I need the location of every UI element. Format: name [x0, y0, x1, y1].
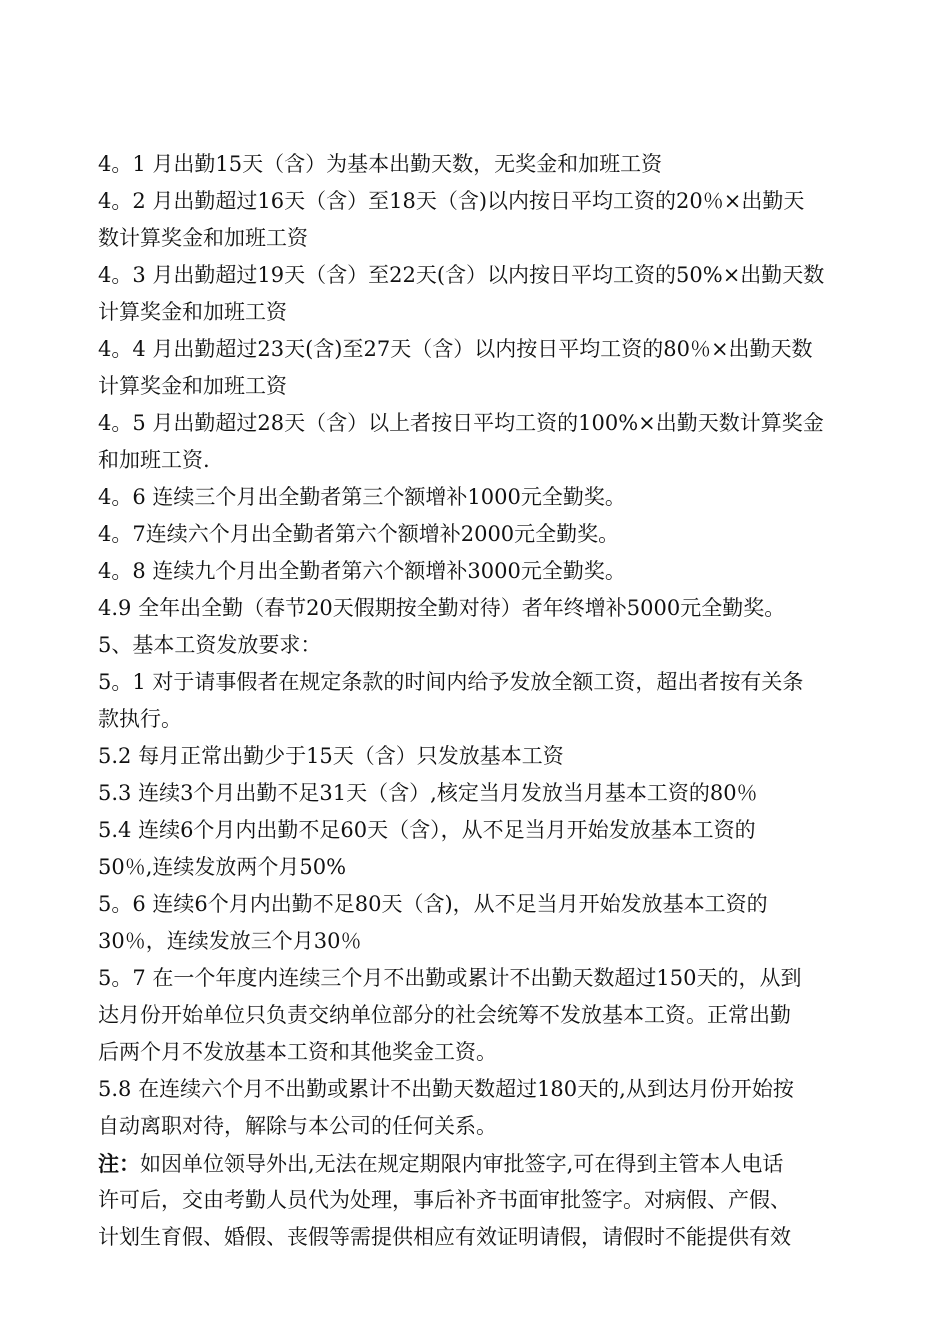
text-line: 4。7连续六个月出全勤者第六个额增补2000元全勤奖。	[98, 522, 620, 546]
text-line: 后两个月不发放基本工资和其他奖金工资。	[98, 1040, 497, 1064]
text-line: 计算奖金和加班工资	[98, 374, 287, 398]
text-line: 4。1 月出勤15天（含）为基本出勤天数，无奖金和加班工资	[98, 152, 663, 176]
text-line: 5。1 对于请事假者在规定条款的时间内给予发放全额工资，超出者按有关条	[98, 670, 804, 694]
note-line: 许可后，交由考勤人员代为处理，事后补齐书面审批签字。对病假、产假、	[98, 1188, 791, 1212]
text-line: 和加班工资.	[98, 448, 210, 472]
note-label: 注：	[98, 1151, 140, 1176]
text-line: 30％，连续发放三个月30％	[98, 929, 362, 953]
note-text: 如因单位领导外出,无法在规定期限内审批签字,可在得到主管本人电话	[140, 1152, 784, 1176]
text-line: 数计算奖金和加班工资	[98, 226, 308, 250]
text-line: 50％,连续发放两个月50%	[98, 855, 347, 879]
text-line: 自动离职对待，解除与本公司的任何关系。	[98, 1114, 497, 1138]
text-line: 5。7 在一个年度内连续三个月不出勤或累计不出勤天数超过150天的，从到	[98, 966, 802, 990]
document-page	[98, 146, 858, 1256]
text-line: 款执行。	[98, 707, 182, 731]
text-line: 5。6 连续6个月内出勤不足80天（含)，从不足当月开始发放基本工资的	[98, 892, 768, 916]
text-line: 4。3 月出勤超过19天（含）至22天(含）以内按日平均工资的50%×出勤天数	[98, 263, 825, 287]
section-heading: 5、基本工资发放要求：	[98, 633, 322, 657]
text-line: 4。6 连续三个月出全勤者第三个额增补1000元全勤奖。	[98, 485, 626, 509]
text-line: 5.3 连续3个月出勤不足31天（含）,核定当月发放当月基本工资的80％	[98, 781, 758, 805]
text-line: 5.2 每月正常出勤少于15天（含）只发放基本工资	[98, 744, 564, 768]
text-line: 达月份开始单位只负责交纳单位部分的社会统筹不发放基本工资。正常出勤	[98, 1003, 791, 1027]
text-line: 4。2 月出勤超过16天（含）至18天（含)以内按日平均工资的20％×出勤天	[98, 189, 805, 213]
text-line: 4。4 月出勤超过23天(含)至27天（含）以内按日平均工资的80％×出勤天数	[98, 337, 813, 361]
text-line: 4。5 月出勤超过28天（含）以上者按日平均工资的100%×出勤天数计算奖金	[98, 411, 824, 435]
text-line: 5.8 在连续六个月不出勤或累计不出勤天数超过180天的,从到达月份开始按	[98, 1077, 794, 1101]
text-line: 4.9 全年出全勤（春节20天假期按全勤对待）者年终增补5000元全勤奖。	[98, 596, 786, 620]
text-line: 4。8 连续九个月出全勤者第六个额增补3000元全勤奖。	[98, 559, 626, 583]
note-first-line	[98, 1145, 858, 1182]
text-line: 计算奖金和加班工资	[98, 300, 287, 324]
note-line: 计划生育假、婚假、丧假等需提供相应有效证明请假，请假时不能提供有效	[98, 1225, 791, 1249]
text-line: 5.4 连续6个月内出勤不足60天（含），从不足当月开始发放基本工资的	[98, 818, 756, 842]
